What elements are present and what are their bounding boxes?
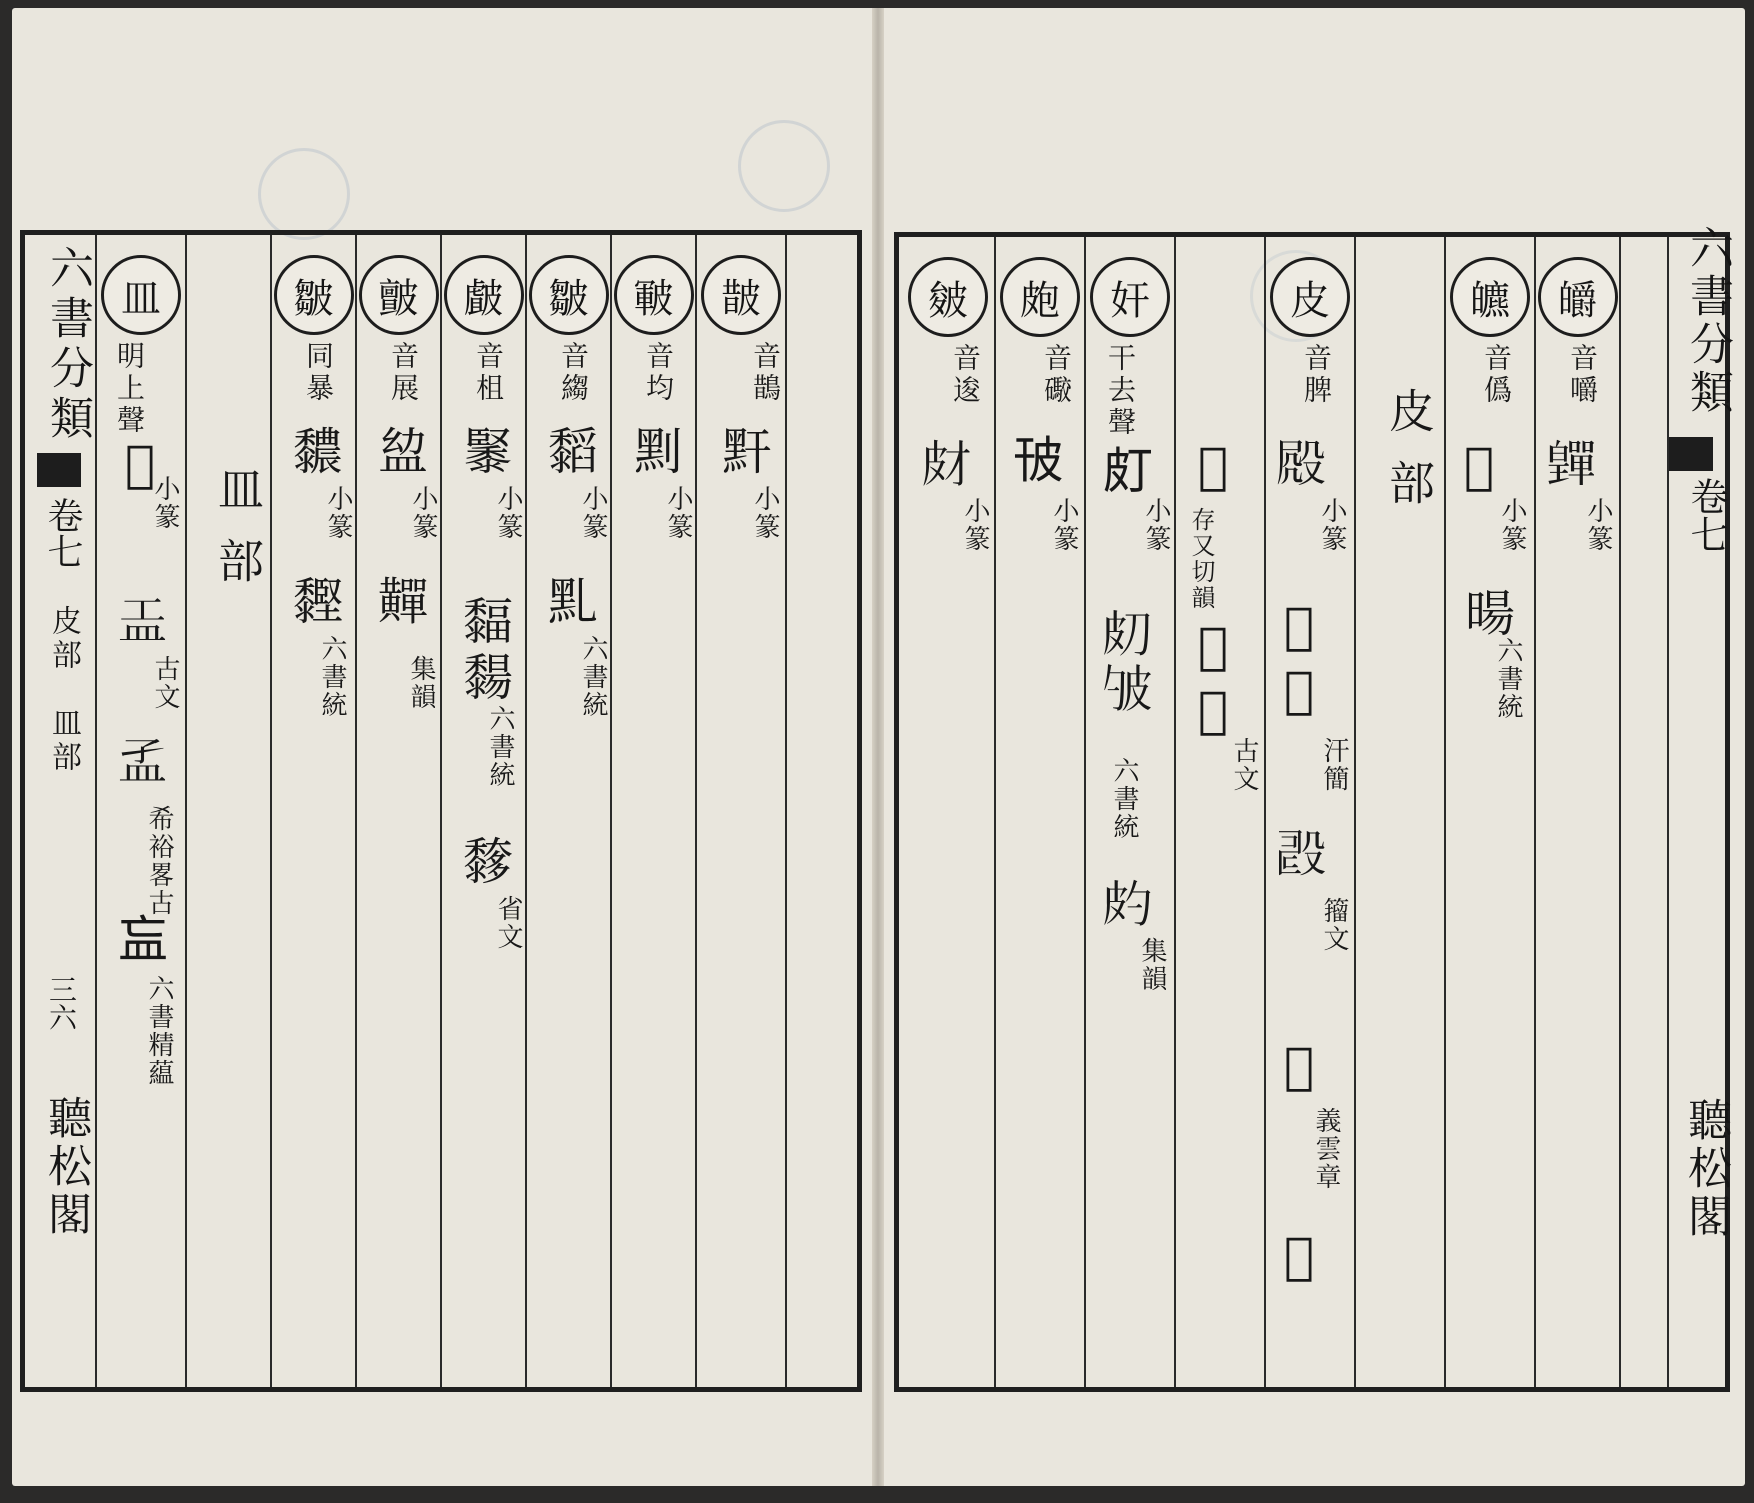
entry-column (996, 237, 1084, 1387)
glyph-note: 小篆 (960, 497, 990, 553)
seal-glyph: 䵟 (714, 425, 772, 481)
pronunciation: 音鵲 (749, 341, 782, 405)
glyph-note: 六書統 (317, 635, 347, 719)
seal-glyph: 䵚 (540, 425, 598, 481)
seal-glyph: 䵞 (625, 425, 683, 481)
glyph-note: 小篆 (1497, 497, 1527, 553)
entry-head: 皰 (1000, 257, 1080, 337)
glyph-note: 小篆 (408, 485, 438, 541)
seal-glyph: 𤿋 (916, 437, 974, 493)
entry-head: 皸 (614, 255, 694, 335)
seal-glyph: 𤾺 (1541, 437, 1599, 493)
pronunciation: 音嚼 (1566, 343, 1599, 407)
seal-glyph: 𤿄𤿅 (1184, 617, 1242, 745)
seal-glyph: 𣪎𣪏 (1270, 597, 1328, 725)
glyph-note: 六書統 (1493, 637, 1523, 721)
entry-head: 皺 (274, 255, 354, 335)
seal-glyph: 𥁃 (112, 915, 170, 971)
seal-glyph: 䵜 (285, 425, 343, 481)
entry-head: 奸 (1090, 257, 1170, 337)
section-heading-column (1356, 237, 1444, 1387)
glyph-note: 小篆 (663, 485, 693, 541)
pronunciation: 音礮 (1040, 343, 1073, 407)
entry-head: 皻 (444, 255, 524, 335)
pronunciation: 音展 (387, 341, 420, 405)
glyph-note: 小篆 (578, 485, 608, 541)
glyph-note: 集韻 (406, 655, 436, 711)
section-heading-column (187, 235, 270, 1387)
seal-glyph: 𤿁 (1450, 437, 1508, 501)
seal-glyph: 𣪐 (1271, 827, 1329, 883)
glyph-note: 省文 (493, 895, 523, 951)
entry-head: 皽 (359, 255, 439, 335)
right-text-frame (894, 225, 1733, 1392)
entry-column (1176, 237, 1264, 1387)
glyph-note: 希裕畧古 (144, 805, 174, 917)
fish-tail-mark (37, 453, 81, 487)
glyph-note: 小篆 (750, 485, 780, 541)
entry-column (612, 235, 695, 1387)
seal-glyph: 𥁁 (112, 595, 170, 651)
seal-glyph: 𤿃 (1184, 437, 1242, 501)
left-text-frame (20, 230, 862, 1392)
glyph-note: 籀文 (1319, 897, 1349, 953)
entry-column (697, 235, 785, 1387)
glyph-note: 小篆 (1583, 497, 1613, 553)
entry-column (272, 235, 355, 1387)
glyph-note: 義雲章 (1311, 1107, 1341, 1191)
entry-column (1446, 237, 1534, 1387)
glyph-note: 小篆 (1049, 497, 1079, 553)
entry-head: 皵 (701, 255, 781, 335)
page-number: 三六 (45, 975, 78, 1031)
pronunciation: 音逡 (949, 343, 982, 407)
glyph-note: 六書統 (578, 635, 608, 719)
entry-column (357, 235, 440, 1387)
book-gutter (872, 8, 884, 1486)
entry-head: 皺 (529, 255, 609, 335)
seal-glyph: 𥁀 (111, 435, 169, 499)
entry-column (1266, 237, 1354, 1387)
glyph-note: 汗簡 (1319, 737, 1349, 793)
seal-glyph: 䵝 (540, 575, 598, 631)
pronunciation: 同暴 (302, 341, 335, 405)
glyph-note: 小篆 (150, 475, 180, 531)
seal-glyph: 暘 (1457, 587, 1515, 643)
pronunciation: 明上聲 (113, 341, 146, 437)
entry-head: 皴 (908, 257, 988, 337)
pronunciation: 音僞 (1480, 343, 1513, 407)
seal-glyph: 䵖 (455, 425, 513, 481)
section-label: 皮部 皿部 (46, 605, 81, 775)
section-heading: 皮部 (1382, 387, 1436, 531)
glyph-note: 小篆 (1141, 497, 1171, 553)
entry-head: 皭 (1538, 257, 1618, 337)
seal-glyph: 𣪑 (1270, 1037, 1328, 1101)
glyph-note: 古文 (150, 655, 180, 711)
seal-glyph: 䵙 (455, 835, 513, 891)
glyph-note: 小篆 (493, 485, 523, 541)
entry-head: 皮 (1270, 257, 1350, 337)
entry-column (1086, 237, 1174, 1387)
bleed-through-stamp (258, 148, 350, 240)
seal-glyph: 䵐 (370, 575, 428, 631)
pronunciation: 存又切韻 (1187, 507, 1215, 611)
glyph-note: 六書統 (1109, 757, 1139, 841)
glyph-note: 小篆 (323, 485, 353, 541)
glyph-note: 集韻 (1137, 937, 1167, 993)
book-title: 六書分類 (1682, 225, 1733, 417)
seal-glyph: 𤿇𤿈 (1097, 607, 1155, 719)
seal-glyph: 𤿉 (1097, 877, 1155, 933)
book-title: 六書分類 (42, 245, 93, 445)
glyph-note: 古文 (1229, 737, 1259, 793)
seal-glyph: 𣪍 (1271, 437, 1329, 493)
volume-label: 卷七 (42, 497, 83, 569)
seal-glyph: 𤿆 (1097, 447, 1155, 503)
entry-column (903, 237, 993, 1387)
publisher: 聽松閣 (40, 1095, 91, 1239)
seal-glyph: 䵛 (285, 575, 343, 631)
pronunciation: 干去聲 (1104, 343, 1137, 439)
entry-column (527, 235, 610, 1387)
seal-glyph: 𤿊 (1007, 437, 1065, 493)
entry-column (1536, 237, 1619, 1387)
entry-head: 皫 (1450, 257, 1530, 337)
glyph-note: 六書統 (485, 705, 515, 789)
fish-tail-mark (1669, 437, 1713, 471)
seal-glyph: 𣪒 (1270, 1227, 1328, 1291)
seal-glyph: 𥁒 (370, 425, 428, 481)
pronunciation: 音柤 (472, 341, 505, 405)
seal-glyph: 䵗䵘 (455, 595, 513, 707)
seal-glyph: 𥁂 (112, 735, 170, 791)
volume-label: 卷七 (1684, 477, 1728, 553)
pronunciation: 音均 (642, 341, 675, 405)
pronunciation: 音縐 (557, 341, 590, 405)
glyph-note: 六書精藴 (144, 975, 174, 1087)
entry-column (97, 235, 185, 1387)
section-heading: 皿部 (211, 465, 265, 609)
publisher: 聽松閣 (1680, 1097, 1731, 1241)
entry-head: 皿 (101, 255, 181, 335)
glyph-note: 小篆 (1317, 497, 1347, 553)
bleed-through-stamp (738, 120, 830, 212)
entry-column (442, 235, 525, 1387)
pronunciation: 音脾 (1300, 343, 1333, 407)
